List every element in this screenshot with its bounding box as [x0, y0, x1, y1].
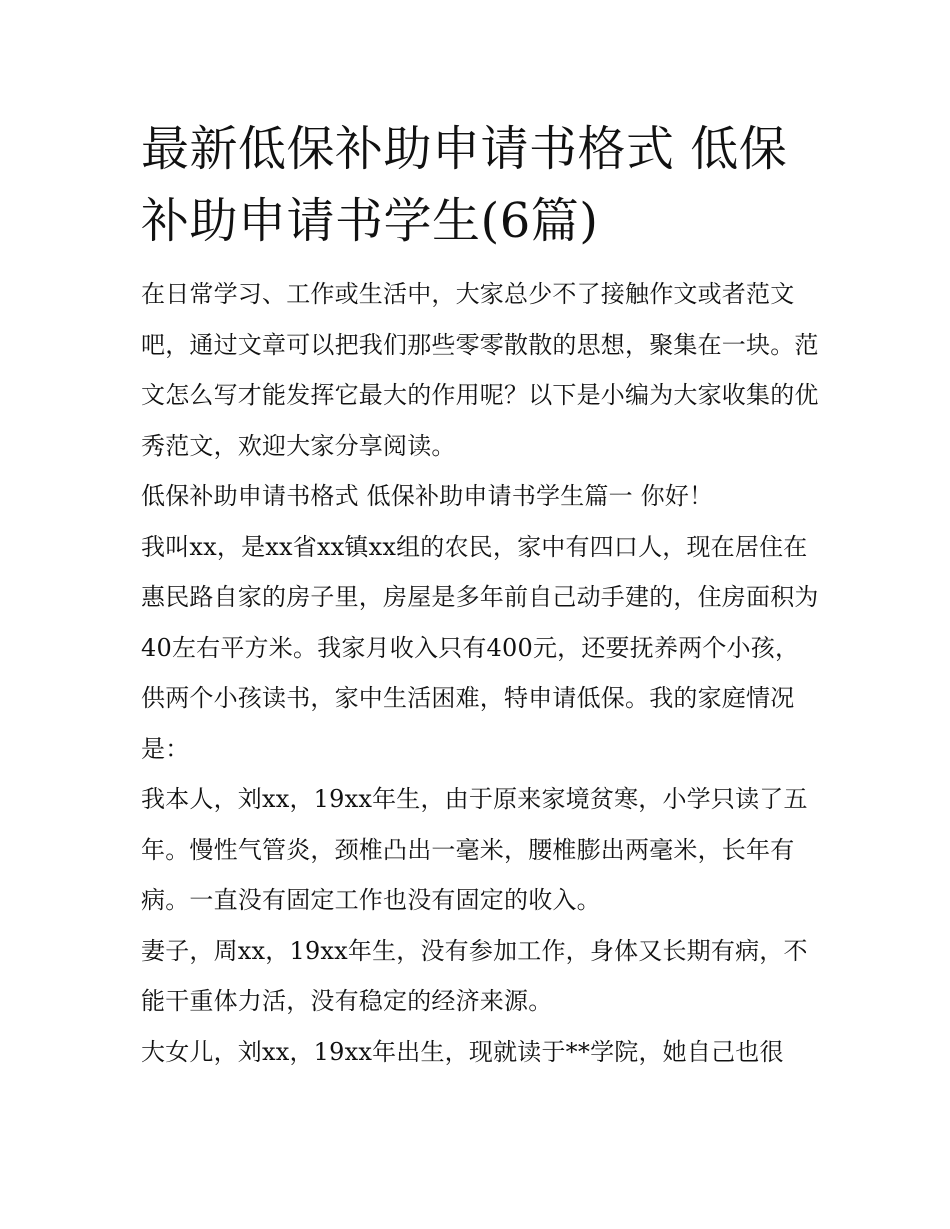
paragraph-self: 我本人，刘xx，19xx年生，由于原来家境贫寒，小学只读了五年。慢性气管炎，颈椎凸出一毫米，腰椎膨出两毫米，长年有病。一直没有固定工作也没有固定的收入。 — [141, 785, 808, 914]
paragraph-wife: 妻子，周xx，19xx年生，没有参加工作，身体又长期有病，不能干重体力活，没有稳定的经济来源。 — [141, 936, 808, 1015]
paragraph-section-heading: 低保补助申请书格式 低保补助申请书学生篇一 你好！ — [141, 482, 714, 510]
document-body — [141, 113, 821, 1077]
document-title: 最新低保补助申请书格式 低保补助申请书学生(6篇) — [141, 121, 788, 249]
paragraph-family-overview: 我叫xx，是xx省xx镇xx组的农民，家中有四口人，现在居住在惠民路自家的房子里，房屋是多年前自己动手建的，住房面积为40左右平方米。我家月收入只有400元，还要抚养两个小孩，供两个小孩读书，家中生活困难，特申请低保。我的家庭情况是： — [141, 532, 819, 763]
paragraph-intro: 在日常学习、工作或生活中，大家总少不了接触作文或者范文吧，通过文章可以把我们那些零零散散的思想，聚集在一块。范文怎么写才能发挥它最大的作用呢？以下是小编为大家收集的优秀范文，欢迎大家分享阅读。 — [141, 280, 819, 460]
paragraph-daughter: 大女儿，刘xx，19xx年出生，现就读于**学院，她自己也很 — [141, 1037, 784, 1066]
